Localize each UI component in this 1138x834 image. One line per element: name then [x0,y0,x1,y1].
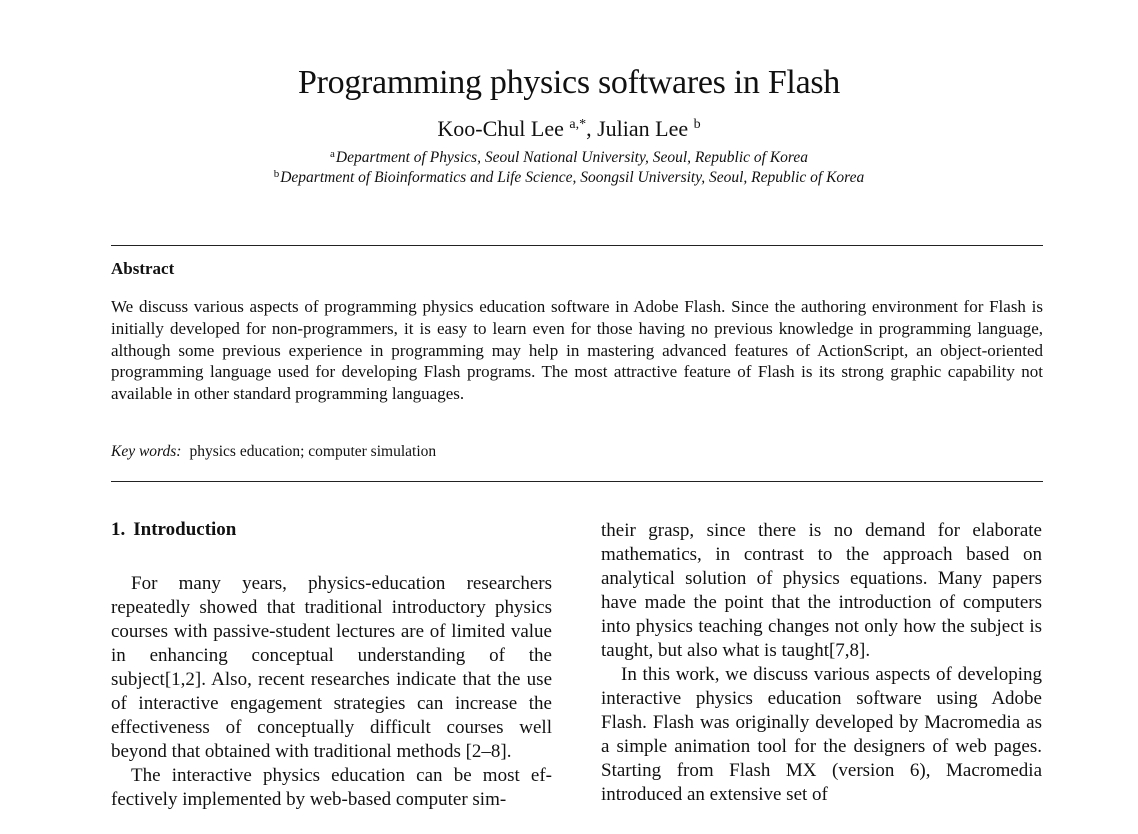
section-title: Introduction [133,519,237,540]
body-paragraph: The interactive physics education can be most effectively implemented by web-based computer sim- [111,765,552,810]
body-paragraph-continuation: their grasp, since there is no demand for elaborate mathematics, in contrast to the approach based on analytical solution of physics equations. Many papers have made the point that the introduction of computers into physics teaching changes not only how the subject is taught, but also what is taught[7,8]. [601,520,1042,661]
author-affiliation-mark: a,* [569,117,587,132]
author-list [0,116,1138,142]
author-affiliation-mark: b [693,117,701,132]
body-paragraph: In this work, we discuss various aspects of developing interactive physics education software using Adobe Flash. Flash was originally developed by Macromedia as a simple animation tool for the designers of web pages. Starting from Flash MX (version 6), Macromedia introduced an extensive set of [601,664,1042,805]
affiliation-mark: b [273,168,280,180]
section-heading [111,519,236,541]
abstract-bottom-rule [111,481,1043,482]
left-column [111,572,552,812]
affiliation-text: Department of Bioinformatics and Life Science, Soongsil University, Seoul, Republic of Korea [280,169,865,186]
section-number: 1. [111,519,126,540]
keywords-text: physics education; computer simulation [189,443,437,460]
abstract-top-rule [111,245,1043,246]
keywords [111,443,436,461]
abstract-text: We discuss various aspects of programming physics education software in Adobe Flash. Since the authoring environment for Flash is initially developed for non-programmers, it is easy to learn even for those having no previous knowledge in programming language, although some previous experience in programming may help in mastering advanced features of ActionScript, an object-oriented programming language used for developing Flash programs. The most attractive feature of Flash is its strong graphic capability not available in other standard programming languages. [111,297,1043,404]
author-name: Julian Lee [597,116,689,141]
affiliation-text: Department of Physics, Seoul National University, Seoul, Republic of Korea [335,149,808,166]
author-separator: , [586,116,598,141]
paper-title: Programming physics softwares in Flash [298,64,840,101]
right-column [601,519,1042,807]
abstract-heading: Abstract [111,259,175,278]
keywords-label: Key words: [111,443,182,460]
author-name: Koo-Chul Lee [437,116,564,141]
body-paragraph: For many years, physics-education researchers repeatedly showed that traditional introductory physics courses with passive-student lectures are of limited value in enhancing conceptual understanding of the subject[1,2]. Also, recent researches indicate that the use of interactive engagement strategies can increase the effectiveness of conceptually difficult courses well beyond that obtained with traditional methods [2–8]. [111,573,552,762]
affiliation-mark: a [330,148,335,160]
affiliation [0,149,1138,167]
affiliation [0,169,1138,187]
